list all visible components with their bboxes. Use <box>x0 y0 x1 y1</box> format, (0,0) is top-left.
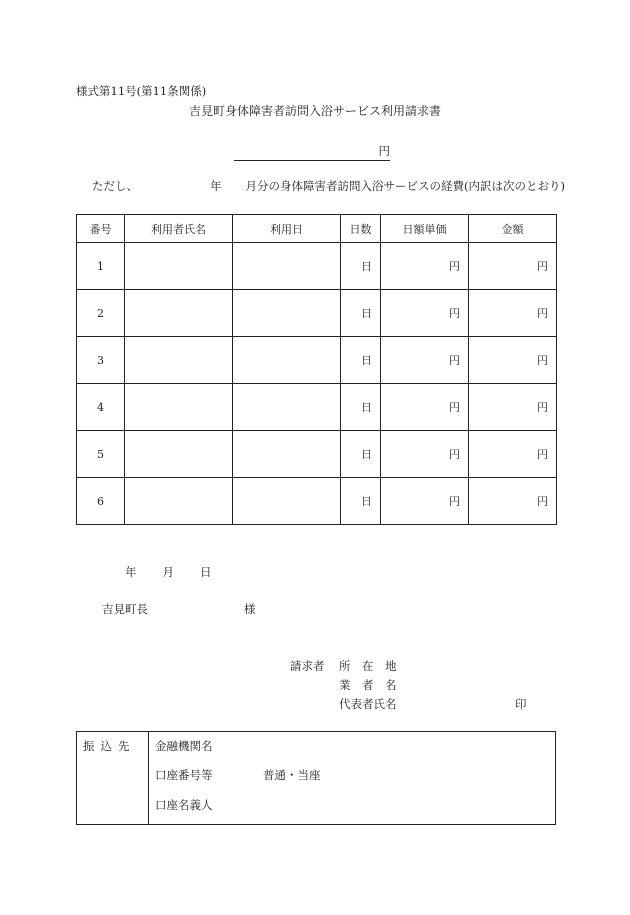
daily-price-cell[interactable]: 円 <box>381 384 469 431</box>
user-name-cell[interactable] <box>125 290 233 337</box>
daily-price-cell[interactable]: 円 <box>381 478 469 525</box>
header-days: 日数 <box>341 215 381 243</box>
days-cell[interactable]: 日 <box>341 478 381 525</box>
use-date-cell[interactable] <box>233 431 341 478</box>
amount-unit: 円 <box>378 144 390 158</box>
seal-mark: 印 <box>515 697 527 711</box>
table-row <box>77 337 557 384</box>
use-date-cell[interactable] <box>233 337 341 384</box>
user-name-cell[interactable] <box>125 243 233 290</box>
amount-cell[interactable]: 円 <box>469 478 557 525</box>
days-cell[interactable]: 日 <box>341 384 381 431</box>
header-daily-price: 日額単価 <box>381 215 469 243</box>
use-date-cell[interactable] <box>233 384 341 431</box>
date-year: 年 <box>125 565 137 579</box>
header-use-date: 利用日 <box>233 215 341 243</box>
table-row <box>77 431 557 478</box>
account-number-label: 口座番号等 <box>155 768 213 782</box>
table-row <box>77 478 557 525</box>
amount-cell[interactable]: 円 <box>469 384 557 431</box>
row-number: 3 <box>77 337 125 384</box>
daily-price-cell[interactable]: 円 <box>381 243 469 290</box>
header-amount: 金額 <box>469 215 557 243</box>
proviso-rest: 月分の身体障害者訪問入浴サービスの経費(内訳は次のとおり) <box>245 179 565 193</box>
claimant-business-label: 業 者 名 <box>339 678 397 692</box>
table-row <box>77 384 557 431</box>
user-name-cell[interactable] <box>125 478 233 525</box>
date-day: 日 <box>200 565 212 579</box>
amount-cell[interactable]: 円 <box>469 290 557 337</box>
header-number: 番号 <box>77 215 125 243</box>
table-header-row <box>77 215 557 243</box>
days-cell[interactable]: 日 <box>341 290 381 337</box>
addressee-honorific: 様 <box>244 602 256 616</box>
row-number: 2 <box>77 290 125 337</box>
daily-price-cell[interactable]: 円 <box>381 337 469 384</box>
use-date-cell[interactable] <box>233 290 341 337</box>
user-name-cell[interactable] <box>125 431 233 478</box>
account-type-options[interactable]: 普通・当座 <box>263 768 321 782</box>
amount-cell[interactable]: 円 <box>469 243 557 290</box>
proviso-line <box>92 181 565 193</box>
proviso-prefix: ただし、 <box>92 179 138 193</box>
user-name-cell[interactable] <box>125 384 233 431</box>
addressee <box>102 604 256 616</box>
bank-label: 振込先 <box>83 739 136 753</box>
account-holder-label: 口座名義人 <box>155 798 213 812</box>
row-number: 4 <box>77 384 125 431</box>
header-user-name: 利用者氏名 <box>125 215 233 243</box>
user-name-cell[interactable] <box>125 337 233 384</box>
amount-cell[interactable]: 円 <box>469 337 557 384</box>
proviso-year: 年 <box>210 179 222 193</box>
addressee-name: 吉見町長 <box>102 602 148 616</box>
claimant-representative-label: 代表者氏名 <box>339 697 397 711</box>
claimant-label: 請求者 <box>290 659 325 673</box>
use-date-cell[interactable] <box>233 243 341 290</box>
table-row <box>77 290 557 337</box>
claim-date <box>125 567 212 579</box>
claimant-address-label: 所 在 地 <box>339 659 397 673</box>
daily-price-cell[interactable]: 円 <box>381 431 469 478</box>
amount-field <box>234 146 390 161</box>
bank-label-cell <box>77 732 149 824</box>
bank-transfer-box <box>76 731 556 825</box>
usage-table <box>76 214 557 525</box>
row-number: 5 <box>77 431 125 478</box>
days-cell[interactable]: 日 <box>341 431 381 478</box>
days-cell[interactable]: 日 <box>341 337 381 384</box>
form-number: 様式第11号(第11条関係) <box>76 84 207 98</box>
row-number: 1 <box>77 243 125 290</box>
table-row <box>77 243 557 290</box>
row-number: 6 <box>77 478 125 525</box>
amount-cell[interactable]: 円 <box>469 431 557 478</box>
date-month: 月 <box>162 565 174 579</box>
use-date-cell[interactable] <box>233 478 341 525</box>
bank-institution-label: 金融機関名 <box>155 739 213 753</box>
days-cell[interactable]: 日 <box>341 243 381 290</box>
daily-price-cell[interactable]: 円 <box>381 290 469 337</box>
document-title: 吉見町身体障害者訪問入浴サービス利用請求書 <box>188 104 441 118</box>
